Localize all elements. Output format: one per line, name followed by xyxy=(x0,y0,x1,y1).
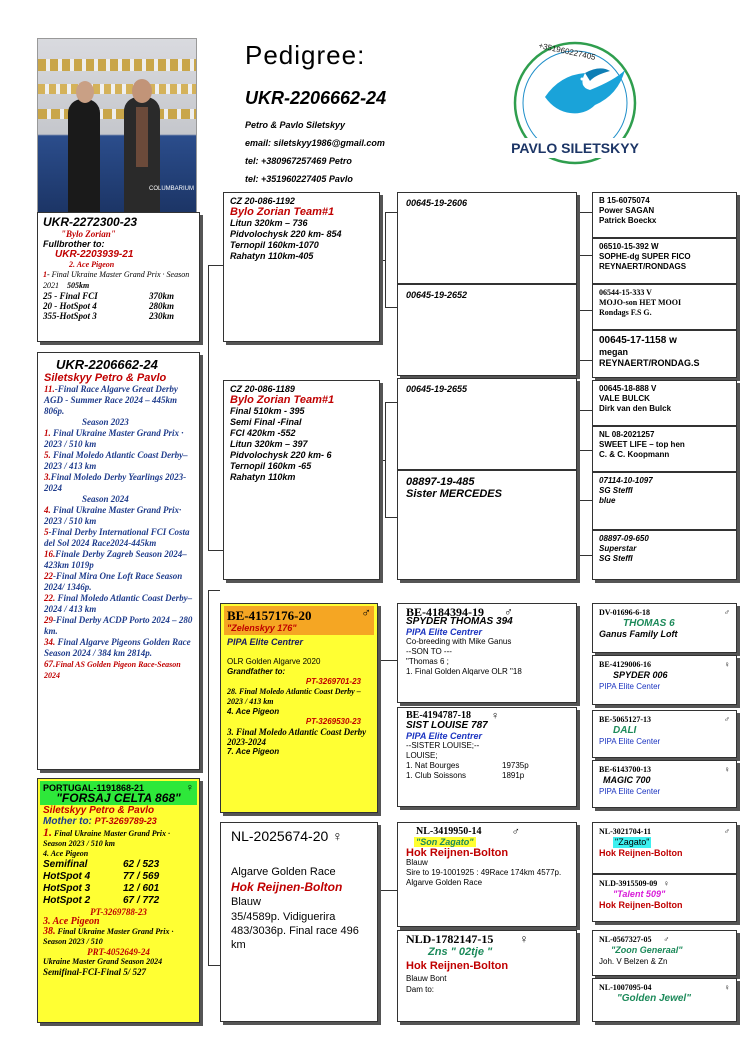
yellow1-pipa: PIPA Elite Centrer xyxy=(227,637,304,647)
sd-card xyxy=(397,284,577,376)
main-card-ring: UKR-2206662-24 xyxy=(56,357,158,372)
main-result-rank: 29 xyxy=(44,615,53,625)
mother-a5: Ukraine Master Grand Season 2024 xyxy=(43,957,163,966)
main-result-rank: 4. xyxy=(44,505,51,515)
main-result-line xyxy=(44,428,193,450)
gg4-card xyxy=(592,330,737,378)
sire-result-line: Ternopil 160km-1070 xyxy=(230,240,319,250)
ds-ring: 00645-19-2655 xyxy=(406,384,468,394)
brother-ring2: UKR-2203939-21 xyxy=(55,249,134,260)
talent-card xyxy=(592,874,737,922)
dam-result-line: Rahatyn 110km xyxy=(230,472,296,482)
brother-name: "Bylo Zorian" xyxy=(61,229,116,239)
gg7-ring: 07114-10-1097 xyxy=(599,476,653,485)
tel-pavlo: tel: +351960227405 Pavlo xyxy=(245,174,353,184)
logo-phone: +351960227405 xyxy=(537,41,597,62)
brother-l2c: 505km xyxy=(67,281,90,290)
ds-card xyxy=(397,378,577,470)
louise-l4a: 1. Club Soissons xyxy=(406,771,467,780)
golden-card xyxy=(592,978,737,1022)
photo-caption: COLUMBARIUM xyxy=(148,186,194,192)
gg7-card xyxy=(592,472,737,530)
gg3-card xyxy=(592,284,737,330)
gg3-owner: Rondags F.S G. xyxy=(599,308,652,317)
zagato-card xyxy=(592,822,737,874)
louise-name: SIST LOUISE 787 xyxy=(406,720,488,731)
spyder006-owner: PIPA Elite Center xyxy=(599,682,661,691)
dam-result-line: Litun 320km – 397 xyxy=(230,439,308,449)
nld1782-l1: Blauw Bont xyxy=(406,974,447,983)
logo-name: PAVLO SILETSKYY xyxy=(490,138,660,158)
nld1782-ring: NLD-1782147-15 xyxy=(406,932,494,946)
dam-result-line: Pidvolochysk 220 km- 6 xyxy=(230,450,332,460)
spyder-card xyxy=(397,603,577,703)
nl2025-l3: Blauw xyxy=(231,896,261,908)
dam-result-line: Final 510km - 395 xyxy=(230,406,305,416)
main-pigeon-card xyxy=(37,352,200,770)
gg5-card xyxy=(592,380,737,426)
gg8-ring: 08897-09-650 xyxy=(599,534,649,543)
spyder-l2: --SON TO --- xyxy=(406,647,452,656)
mother-result-value: 62 / 523 xyxy=(123,859,160,870)
golden-ring: NL-1007095-04 xyxy=(599,983,652,992)
yellow1-l3: PT-3269701-23 xyxy=(305,677,361,686)
spyder-sex: ♂ xyxy=(504,605,513,619)
sire-card xyxy=(223,192,380,342)
nld1782-card xyxy=(397,930,577,1022)
brother-l5: 355-HotSpot 3 xyxy=(43,311,97,321)
main-result-text: -Final Derby International FCI Costa del Sol 2024 Race2024-445km xyxy=(44,527,190,548)
main-result-text: Final Moledo Atlantic Coast Derby–2024 / 413 km xyxy=(44,593,193,614)
zoon-ring: NL-0567327-05 xyxy=(599,935,652,944)
ss-card xyxy=(397,192,577,284)
gg3-ring: 06544-15-333 V xyxy=(599,288,652,297)
main-result-line xyxy=(44,384,193,417)
gg3-name: MOJO-son HET MOOI xyxy=(599,298,682,307)
dam-ring: CZ 20-086-1189 xyxy=(230,384,295,394)
dam-result-line: Semi Final -Final xyxy=(230,417,302,427)
magic-ring: BE-6143700-13 xyxy=(599,765,651,774)
magic-card xyxy=(592,760,737,808)
dam-card xyxy=(223,380,380,580)
main-result-rank: 67. xyxy=(44,659,56,669)
thomas-ring: DV-01696-6-18 xyxy=(599,608,650,617)
owners-name: Petro & Pavlo Siletskyy xyxy=(245,120,346,130)
email[interactable]: email: siletskyy1986@gmail.com xyxy=(245,138,385,148)
main-result-line xyxy=(44,494,193,505)
spyder006-card xyxy=(592,655,737,705)
mother-ring3: PT-3269788-23 xyxy=(90,907,147,917)
main-ring: UKR-2206662-24 xyxy=(245,88,387,108)
yellow1-l2: Grandfather to: xyxy=(227,667,286,676)
dd-name: Sister MERCEDES xyxy=(406,488,502,500)
brother-l5b: 230km xyxy=(148,311,174,321)
main-result-line xyxy=(44,527,193,549)
talent-ring: NLD-3915509-09 xyxy=(599,879,658,888)
main-result-line xyxy=(44,549,193,571)
sire-name: Bylo Zorian Team#1 xyxy=(230,206,335,218)
mother-result-row xyxy=(43,895,194,907)
gg5-name: VALE BULCK xyxy=(599,394,650,403)
thomas-name: THOMAS 6 xyxy=(623,618,675,629)
spyder-l4: 1. Final Golden Alqarve OLR "18 xyxy=(406,667,522,676)
brother-l3b: 370km xyxy=(148,291,174,301)
zagato-sex: ♂ xyxy=(724,827,730,836)
nld1782-sex: ♀ xyxy=(519,932,529,946)
zoon-owner: Joh. V Belzen & Zn xyxy=(599,957,668,966)
yellow1-l4: 28. Final Moledo Atlantic Coast Derby – 2023 / 413 km xyxy=(227,687,361,706)
spyder-ring: BE-4184394-19 xyxy=(406,605,484,619)
louise-l2: LOUISE; xyxy=(406,751,438,760)
main-result-rank: 16. xyxy=(44,549,56,559)
gg6-owner: C. & C. Koopmann xyxy=(599,450,670,459)
mother-a1: 1. xyxy=(43,825,52,839)
gg8-name: Superstar xyxy=(599,544,637,553)
nl3419-name: "Son Zagato" xyxy=(416,837,474,847)
yellow1-ring: BE-4157176-20 xyxy=(227,608,312,623)
thomas-sex: ♂ xyxy=(724,608,730,617)
yellow1-sex: ♂ xyxy=(361,605,371,620)
gg4-name: megan xyxy=(599,347,629,357)
magic-name: MAGIC 700 xyxy=(603,775,651,785)
zagato-name: "Zagato" xyxy=(615,837,650,847)
dam-name: Bylo Zorian Team#1 xyxy=(230,394,335,406)
magic-sex: ♀ xyxy=(724,765,730,774)
nl3419-ring: NL-3419950-14 xyxy=(416,826,482,837)
yellow1-name: "Zelenskyy 176" xyxy=(227,623,297,633)
brother-l4b: 280km xyxy=(148,301,174,311)
dd-ring: 08897-19-485 xyxy=(406,476,475,488)
mother-a1t: Final Ukraine Master Grand Prix · Season 2023 / 510 km xyxy=(43,829,171,848)
talent-owner: Hok Reijnen-Bolton xyxy=(599,900,683,910)
main-result-text: Final AS Golden Pigeon Race-Season 2024 xyxy=(44,660,181,680)
mother-ring4: PRT-4052649-24 xyxy=(87,947,150,957)
spyder-l3: "Thomas 6 ; xyxy=(406,657,449,666)
main-results xyxy=(44,384,193,681)
grandfather-card xyxy=(220,603,378,813)
sire-results xyxy=(230,218,373,262)
main-result-rank: 22. xyxy=(44,593,56,603)
talent-sex: ♀ xyxy=(663,879,670,888)
ss-ring: 00645-19-2606 xyxy=(406,198,468,208)
gg2-name: SOPHE-dg SUPER FICO xyxy=(599,252,691,261)
mother-result-value: 12 / 601 xyxy=(123,883,160,894)
main-result-rank: 3. xyxy=(44,472,51,482)
mother-a4: 38. xyxy=(43,926,56,937)
main-result-line xyxy=(44,417,193,428)
louise-sex: ♀ xyxy=(491,710,500,722)
mother-result-row xyxy=(43,871,194,883)
thomas-card xyxy=(592,603,737,653)
gg1-ring: B 15-6075074 xyxy=(599,196,650,205)
main-result-rank: 34. xyxy=(44,637,56,647)
gg4-ring: 00645-17-1158 w xyxy=(599,335,677,346)
nl3419-l3: Algarve Golden Race xyxy=(406,878,483,887)
mother-result-label: HotSpot 3 xyxy=(43,883,91,894)
nl3419-sex: ♂ xyxy=(511,826,520,838)
brother-l2a: 1 xyxy=(43,270,47,279)
dam-results xyxy=(230,406,373,483)
main-result-text: Season 2023 xyxy=(82,417,129,427)
yellow1-l8: 7. Ace Pigeon xyxy=(227,747,280,756)
brother-line1: 2. Ace Pigeon xyxy=(69,260,115,269)
spyder-pipa: PIPA Elite Centrer xyxy=(406,627,483,637)
main-result-text: Final Moledo Derby Yearlings 2023-2024 xyxy=(44,472,187,493)
dali-sex: ♂ xyxy=(724,715,730,724)
main-result-text: Final Moledo Atlantic Coast Derby–2023 / 413 km xyxy=(44,450,188,471)
main-result-rank: 22 xyxy=(44,571,53,581)
louise-l3b: 19735p xyxy=(502,761,529,770)
brother-l2b: - Final Ukraine Master Grand Prix · Season 2021 xyxy=(43,270,190,290)
mother-result-label: Semifinal xyxy=(43,859,88,870)
sire-result-line: Litun 320km – 736 xyxy=(230,218,308,228)
gg8-card xyxy=(592,530,737,580)
main-result-line xyxy=(44,593,193,615)
thomas-owner: Ganus Family Loft xyxy=(599,629,678,639)
spyder-name: SPYDER THOMAS 394 xyxy=(406,616,513,627)
louise-card xyxy=(397,707,577,807)
zoon-card xyxy=(592,930,737,976)
mother-result-value: 67 / 772 xyxy=(123,895,160,906)
spyder006-sex: ♀ xyxy=(724,660,730,669)
mother-mring: PT-3269789-23 xyxy=(94,816,157,826)
mother-result-row xyxy=(43,859,194,871)
gg2-owner: REYNAERT/RONDAGS xyxy=(599,262,687,271)
main-result-line xyxy=(44,571,193,593)
nl3419-card xyxy=(397,822,577,927)
spyder006-name: SPYDER 006 xyxy=(613,670,668,680)
tel-petro: tel: +380967257469 Petro xyxy=(245,156,352,166)
nl2025-sex: ♀ xyxy=(332,828,343,844)
zoon-sex: ♂ xyxy=(663,935,670,944)
yellow1-l5: 4. Ace Pigeon xyxy=(227,707,280,716)
gg8-owner: SG SteffI xyxy=(599,554,633,563)
main-result-line xyxy=(44,472,193,494)
fullbrother-card xyxy=(37,212,200,342)
golden-name: "Golden Jewel" xyxy=(617,993,691,1004)
main-result-text: -Final Derby ACDP Porto 2024 – 280 km. xyxy=(44,615,193,636)
gg1-name: Power SAGAN xyxy=(599,206,655,215)
gg6-name: SWEET LIFE – top hen xyxy=(599,440,685,449)
dam-result-line: FCI 420km -552 xyxy=(230,428,296,438)
main-result-rank: 5. xyxy=(44,450,51,460)
mother-a2: 4. Ace Pigeon xyxy=(43,849,89,858)
nl2025-l1: Algarve Golden Race xyxy=(231,866,336,878)
zagato-ring: NL-3021704-11 xyxy=(599,827,651,836)
sire-ring: CZ 20-086-1192 xyxy=(230,196,295,206)
nld1782-name: Zns " 02tje " xyxy=(428,946,493,958)
gg5-ring: 00645-18-888 V xyxy=(599,384,657,393)
main-result-text: Final Ukraine Master Grand Prix· 2023 / 510 km xyxy=(44,505,182,526)
brother-l4: 20 - HotSpot 4 xyxy=(43,301,97,311)
gg1-owner: Patrick Boeckx xyxy=(599,216,657,225)
sire-result-line: Pidvolochysk 220 km- 854 xyxy=(230,229,342,239)
main-result-text: Final Ukraine Master Grand Prix · 2023 / 510 km xyxy=(44,428,184,449)
mother-a4t: Final Ukraine Master Grand Prix · Season 2023 / 510 xyxy=(43,927,174,946)
nl2025-l2: Hok Reijnen-Bolton xyxy=(231,880,343,894)
mother-name: "FORSAJ CELTA 868" xyxy=(56,791,181,805)
brother-ring: UKR-2272300-23 xyxy=(43,215,138,229)
mother-ring: PORTUGAL-1191868-21 xyxy=(43,783,145,793)
main-result-line xyxy=(44,615,193,637)
main-result-line xyxy=(44,659,193,681)
louise-l4b: 1891p xyxy=(502,771,525,780)
main-result-text: -Final Mira One Loft Race Season 2024/ 1346p. xyxy=(44,571,183,592)
owners-photo xyxy=(37,38,197,213)
gg7-owner: blue xyxy=(599,496,616,505)
mother-result-label: HotSpot 2 xyxy=(43,895,91,906)
gg1-card xyxy=(592,192,737,238)
dali-owner: PIPA Elite Center xyxy=(599,737,661,746)
mother-result-label: HotSpot 4 xyxy=(43,871,91,882)
sire-result-line: Rahatyn 110km-405 xyxy=(230,251,314,261)
nl2025-l4: 35/4589p. Vidiguerira 483/3036p. Final race 496 km xyxy=(231,911,359,951)
dd-card xyxy=(397,470,577,580)
nl3419-l1: Blauw xyxy=(406,858,428,867)
dali-name: DALI xyxy=(613,725,637,736)
mother-owner: Siletskyy Petro & Pavlo xyxy=(43,805,155,816)
mother-card xyxy=(37,778,200,1023)
nld1782-l2: Dam to: xyxy=(406,985,435,994)
gg5-owner: Dirk van den Bulck xyxy=(599,404,672,413)
nl3419-owner: Hok Reijnen-Bolton xyxy=(406,847,509,859)
main-result-rank: 5 xyxy=(44,527,49,537)
spyder006-ring: BE-4129006-16 xyxy=(599,660,651,669)
talent-name: "Talent 509" xyxy=(613,889,666,899)
yellow1-l1: OLR Golden Algarve 2020 xyxy=(227,657,321,666)
page-title: Pedigree: xyxy=(245,40,366,70)
dam-result-line: Ternopil 160km -65 xyxy=(230,461,312,471)
mother-a6: Semifinal-FCI-Final 5/ 527 xyxy=(43,967,147,977)
mother-a3: 3. Ace Pigeon xyxy=(43,916,100,927)
magic-owner: PIPA Elite Center xyxy=(599,787,661,796)
golden-sex: ♀ xyxy=(724,983,730,992)
yellow1-l7: 3. Final Moledo Atlantic Coast Derby 2023-2024 xyxy=(227,727,367,747)
main-result-rank: 11. xyxy=(44,384,55,394)
louise-l3a: 1. Nat Bourges xyxy=(406,761,460,770)
gg7-name: SG SteffI xyxy=(599,486,633,495)
main-result-text: Season 2024 xyxy=(82,494,129,504)
nl2025-ring: NL-2025674-20 xyxy=(231,828,329,844)
mother-to: Mother to: xyxy=(43,816,92,827)
main-result-rank: 1. xyxy=(44,428,51,438)
gg4-owner: REYNAERT/RONDAG.S xyxy=(599,358,700,368)
zoon-name: "Zoon Generaal" xyxy=(611,945,683,955)
mother-results xyxy=(43,859,194,907)
spyder-l1: Co-breeding with Mike Ganus xyxy=(406,637,512,646)
mother-sex: ♀ xyxy=(185,782,194,794)
mother-result-row xyxy=(43,883,194,895)
zagato-owner: Hok Reijnen-Bolton xyxy=(599,848,683,858)
gg6-card xyxy=(592,426,737,472)
logo xyxy=(490,35,660,175)
dali-ring: BE-5065127-13 xyxy=(599,715,651,724)
brother-relation: Fullbrother to: xyxy=(43,239,105,249)
yellow1-l6: PT-3269530-23 xyxy=(305,717,361,726)
main-result-text: -Final Race Algarve Great Derby AGD - Summer Race 2024 – 445km 806p. xyxy=(44,384,178,416)
nl2025-card xyxy=(220,822,378,1022)
brother-l3: 25 - Final FCI xyxy=(43,291,98,301)
gg2-card xyxy=(592,238,737,284)
louise-l1: --SISTER LOUISE;-- xyxy=(406,741,480,750)
gg6-ring: NL 08-2021257 xyxy=(599,430,655,439)
main-result-line xyxy=(44,505,193,527)
mother-result-value: 77 / 569 xyxy=(123,871,160,882)
louise-ring: BE-4194787-18 xyxy=(406,710,471,721)
louise-pipa: PIPA Elite Centrer xyxy=(406,731,483,741)
sd-ring: 00645-19-2652 xyxy=(406,290,468,300)
nld1782-owner: Hok Reijnen-Bolton xyxy=(406,960,509,972)
main-result-text: Finale Derby Zagreb Season 2024– 423km 1019p xyxy=(44,549,187,570)
main-result-line xyxy=(44,637,193,659)
nl3419-l2: Sire to 19-1001925 : 49Race 174km 4577p. xyxy=(406,868,562,877)
main-result-line xyxy=(44,450,193,472)
main-result-text: Final Algarve Pigeons Golden Race Season 2024 / 384 km 2814p. xyxy=(44,637,191,658)
gg2-ring: 06510-15-392 W xyxy=(599,242,659,251)
dali-card xyxy=(592,710,737,758)
main-card-owner: Siletskyy Petro & Pavlo xyxy=(44,372,167,384)
